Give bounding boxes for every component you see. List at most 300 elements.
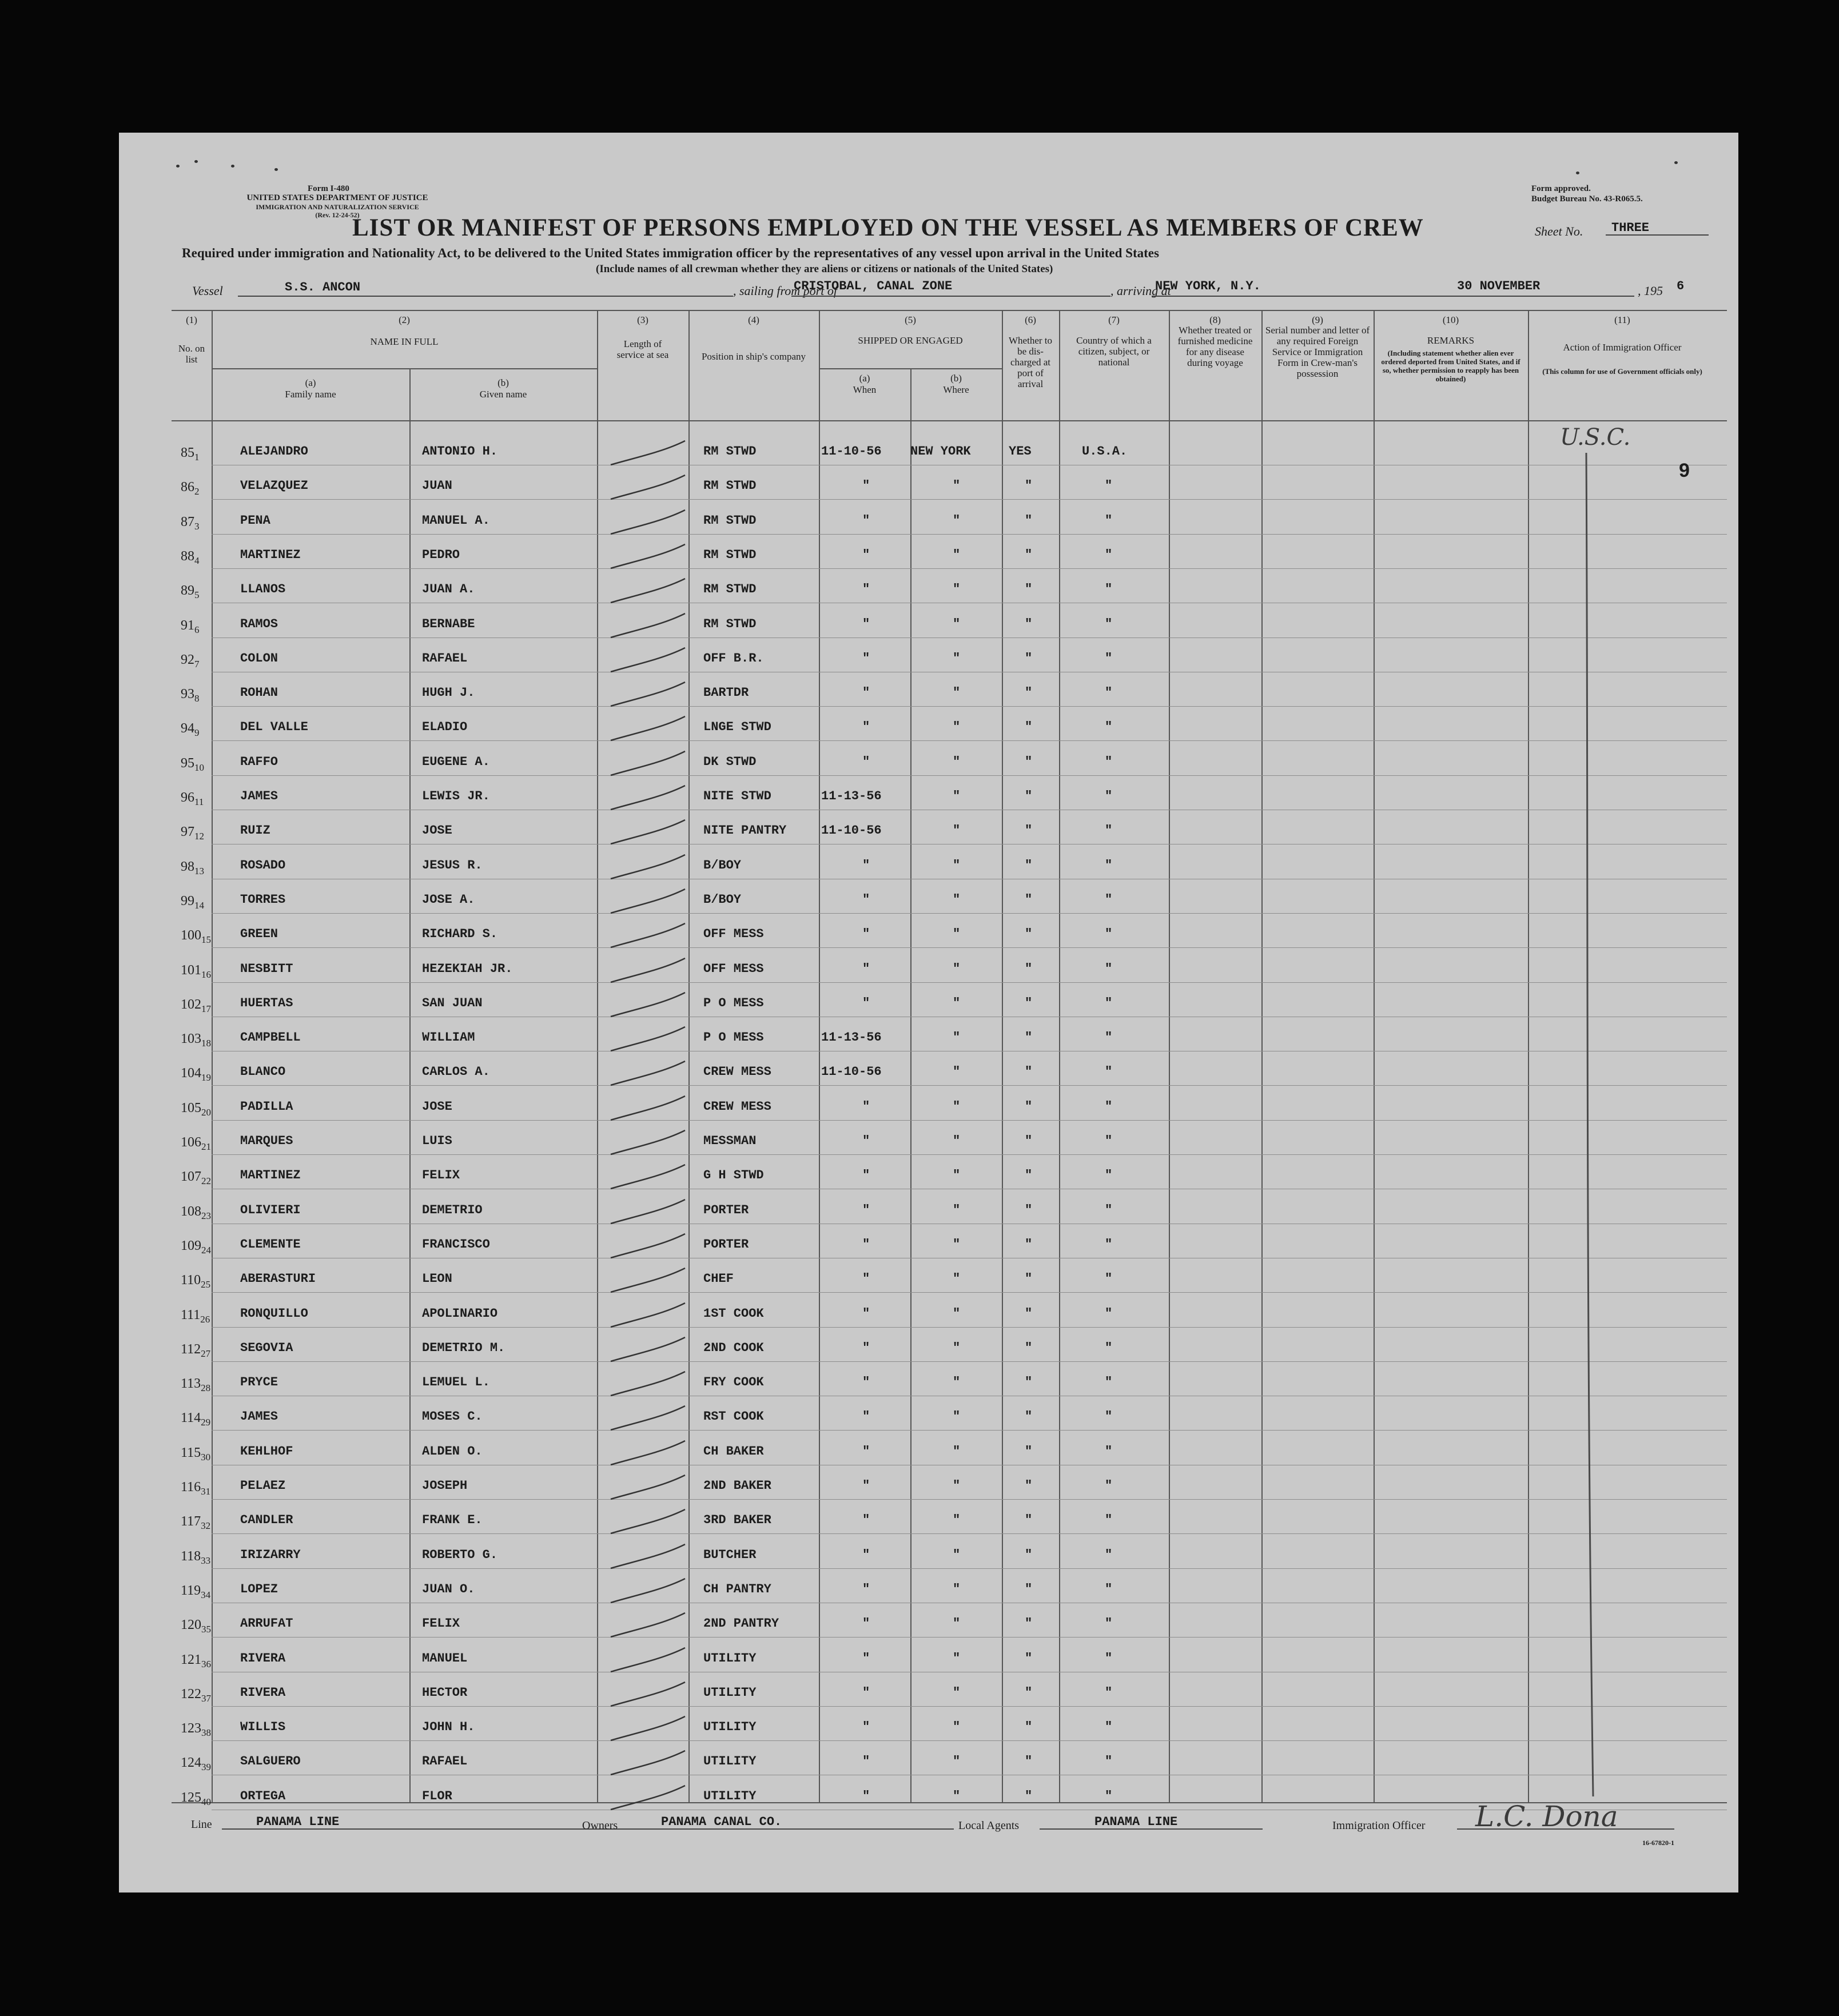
cell-when: " — [862, 1168, 870, 1182]
owners-label: Owners — [582, 1819, 618, 1832]
cell-family: OLIVIERI — [240, 1203, 301, 1217]
row-rule — [212, 1292, 1727, 1293]
cell-given: JOHN H. — [422, 1720, 475, 1734]
officer-underline — [1457, 1828, 1674, 1830]
cell-given: RAFAEL — [422, 1754, 468, 1768]
handwritten-number: 123 — [181, 1721, 201, 1736]
cell-discharge: " — [1025, 548, 1033, 562]
service-slash-mark — [599, 887, 691, 921]
col8-num: (8) — [1209, 314, 1221, 325]
handwritten-number: 109 — [181, 1238, 201, 1253]
cell-position: 2ND PANTRY — [703, 1616, 779, 1631]
line-number: 36 — [201, 1659, 211, 1670]
row-rule — [212, 982, 1727, 983]
col10-header: REMARKS — [1427, 335, 1475, 346]
list-number — [181, 652, 200, 670]
name-subheader-line — [212, 368, 597, 369]
handwritten-number: 114 — [181, 1411, 201, 1425]
cell-country: " — [1105, 513, 1113, 528]
cell-given: LEMUEL L. — [422, 1375, 490, 1389]
cell-family: PENA — [240, 513, 270, 528]
cell-discharge: " — [1025, 789, 1033, 803]
col4-num: (4) — [748, 314, 759, 325]
cell-country: " — [1105, 686, 1113, 700]
scan-speck — [1674, 161, 1678, 164]
line-number: 15 — [201, 934, 211, 945]
cell-where: " — [953, 1548, 961, 1562]
handwritten-number: 94 — [181, 721, 194, 736]
agents-label: Local Agents — [958, 1819, 1020, 1832]
revision-date: (Rev. 12-24-52) — [315, 211, 360, 219]
line-number: 27 — [201, 1348, 211, 1359]
cell-when: " — [862, 1686, 870, 1700]
service-slash-mark — [599, 1059, 691, 1093]
handwritten-number: 91 — [181, 618, 194, 633]
list-number — [181, 480, 200, 497]
service-slash-mark — [599, 1404, 691, 1438]
cell-family: NESBITT — [240, 962, 293, 976]
cell-when: " — [862, 755, 870, 769]
col11-subheader: (This column for use of Government officials only) — [1542, 367, 1702, 376]
cell-when: 11-10-56 — [821, 823, 882, 838]
cell-country: " — [1105, 755, 1113, 769]
cell-position: RM STWD — [703, 548, 757, 562]
list-number — [181, 721, 200, 739]
cell-given: FLOR — [422, 1789, 452, 1803]
list-number — [181, 1514, 210, 1532]
line-value: PANAMA LINE — [256, 1815, 340, 1829]
service-slash-mark — [599, 1507, 691, 1541]
cell-when: " — [862, 893, 870, 907]
list-number — [181, 515, 200, 532]
agents-underline — [1040, 1828, 1263, 1830]
cell-given: JESUS R. — [422, 858, 483, 872]
cell-when: " — [862, 1203, 870, 1217]
service-slash-mark — [599, 1025, 691, 1059]
col10-num: (10) — [1442, 314, 1459, 325]
cell-position: RM STWD — [703, 479, 757, 493]
cell-family: LLANOS — [240, 582, 286, 596]
cell-when: " — [862, 686, 870, 700]
cell-given: LEON — [422, 1272, 452, 1286]
handwritten-number: 102 — [181, 997, 201, 1012]
service-slash-mark — [599, 1714, 691, 1748]
list-number — [181, 1376, 210, 1394]
cell-discharge: " — [1025, 1341, 1033, 1355]
cell-given: LEWIS JR. — [422, 789, 490, 803]
service-slash-mark — [599, 1748, 691, 1783]
cell-position: PORTER — [703, 1237, 749, 1252]
cell-given: FELIX — [422, 1168, 460, 1182]
cell-position: RM STWD — [703, 582, 757, 596]
list-number — [181, 1790, 211, 1808]
col6-num: (6) — [1025, 314, 1036, 325]
cell-discharge: " — [1025, 582, 1033, 596]
cell-country: " — [1105, 479, 1113, 493]
list-number — [181, 894, 204, 911]
cell-position: CH BAKER — [703, 1444, 764, 1459]
cell-where: " — [953, 582, 961, 596]
scan-speck — [176, 165, 180, 168]
line-number: 34 — [201, 1589, 211, 1600]
col2a-header: Family name — [285, 389, 336, 400]
cell-where: " — [953, 789, 961, 803]
col-divider — [1002, 311, 1003, 1803]
cell-when: " — [862, 1513, 870, 1527]
cell-country: " — [1105, 823, 1113, 838]
list-number — [181, 859, 204, 877]
handwritten-number: 87 — [181, 515, 194, 529]
line-number: 19 — [201, 1072, 211, 1083]
line-number: 6 — [194, 624, 200, 635]
line-number: 3 — [194, 521, 200, 532]
line-number: 14 — [194, 900, 204, 911]
scan-speck — [231, 165, 234, 168]
handwritten-number: 99 — [181, 894, 194, 909]
list-number — [181, 790, 204, 808]
cell-given: DEMETRIO M. — [422, 1341, 505, 1355]
cell-country: " — [1105, 1030, 1113, 1045]
handwritten-number: 95 — [181, 756, 194, 771]
cell-country: " — [1105, 1513, 1113, 1527]
cell-discharge: " — [1025, 1203, 1033, 1217]
cell-position: RST COOK — [703, 1409, 764, 1424]
cell-given: FELIX — [422, 1616, 460, 1631]
cell-country: " — [1105, 1720, 1113, 1734]
cell-country: " — [1105, 548, 1113, 562]
cell-where: " — [953, 548, 961, 562]
service-slash-mark — [599, 1473, 691, 1507]
list-number — [181, 1342, 210, 1360]
list-number — [181, 549, 200, 567]
list-number — [181, 824, 204, 842]
list-number — [181, 1308, 210, 1325]
service-slash-mark — [599, 1680, 691, 1714]
cell-when: " — [862, 651, 870, 666]
handwritten-number: 115 — [181, 1445, 201, 1460]
list-number — [181, 1755, 211, 1773]
cell-when: " — [862, 582, 870, 596]
cell-country: " — [1105, 789, 1113, 803]
header-bottom-border — [172, 420, 1727, 421]
cell-country: " — [1105, 1789, 1113, 1803]
cell-discharge: " — [1025, 927, 1033, 941]
cell-discharge: " — [1025, 1065, 1033, 1079]
cell-position: PORTER — [703, 1203, 749, 1217]
list-number — [181, 1445, 210, 1463]
service-slash-mark — [599, 473, 691, 507]
col2b-num: (b) — [497, 377, 509, 388]
line-number: 32 — [201, 1520, 211, 1531]
cell-where: " — [953, 1272, 961, 1286]
cell-family: RAFFO — [240, 755, 278, 769]
cell-given: HUGH J. — [422, 686, 475, 700]
service-slash-mark — [599, 1576, 691, 1611]
cell-when: " — [862, 1720, 870, 1734]
list-number — [181, 1721, 211, 1739]
cell-discharge: " — [1025, 962, 1033, 976]
service-slash-mark — [599, 1301, 691, 1335]
cell-given: HEZEKIAH JR. — [422, 962, 513, 976]
cell-family: IRIZARRY — [240, 1548, 301, 1562]
cell-discharge: " — [1025, 1686, 1033, 1700]
cell-family: PELAEZ — [240, 1479, 286, 1493]
service-slash-mark — [599, 1197, 691, 1232]
cell-when: " — [862, 1582, 870, 1596]
cell-where: " — [953, 1720, 961, 1734]
col-divider — [819, 311, 820, 1803]
cell-given: MANUEL A. — [422, 513, 490, 528]
cell-when: " — [862, 513, 870, 528]
year-suffix: 6 — [1677, 279, 1685, 293]
col2a-num: (a) — [305, 377, 316, 388]
cell-position: P O MESS — [703, 996, 764, 1010]
service-slash-mark — [599, 576, 691, 611]
cell-position: FRY COOK — [703, 1375, 764, 1389]
service-slash-mark — [599, 439, 691, 473]
handwritten-number: 122 — [181, 1687, 201, 1702]
service-slash-mark — [599, 508, 691, 542]
cell-discharge: " — [1025, 1237, 1033, 1252]
include-note: (Include names of all crewman whether they are aliens or citizens or nationals of the United States) — [596, 263, 1053, 275]
line-number: 11 — [194, 796, 204, 807]
line-number: 5 — [194, 589, 200, 600]
cell-discharge: " — [1025, 479, 1033, 493]
row-rule — [212, 1568, 1727, 1569]
cell-family: ORTEGA — [240, 1789, 286, 1803]
cell-country: U.S.A. — [1082, 444, 1128, 459]
cell-given: MOSES C. — [422, 1409, 483, 1424]
list-number — [181, 618, 200, 636]
cell-discharge: " — [1025, 893, 1033, 907]
year-prefix: , 195 — [1638, 284, 1663, 298]
handwritten-number: 120 — [181, 1617, 201, 1632]
handwritten-number: 125 — [181, 1790, 201, 1805]
col5-num: (5) — [905, 314, 916, 325]
cell-family: MARTINEZ — [240, 1168, 301, 1182]
list-number — [181, 445, 200, 463]
line-number: 39 — [201, 1762, 211, 1772]
line-number: 37 — [201, 1693, 211, 1704]
handwritten-number: 86 — [181, 480, 194, 495]
cell-where: " — [953, 686, 961, 700]
list-number — [181, 1238, 211, 1256]
cell-discharge: " — [1025, 1444, 1033, 1459]
cell-country: " — [1105, 1099, 1113, 1114]
cell-position: OFF MESS — [703, 927, 764, 941]
cell-when: 11-13-56 — [821, 1030, 882, 1045]
col-divider — [597, 311, 598, 1803]
cell-given: RICHARD S. — [422, 927, 498, 941]
officer-pencil-line — [1583, 453, 1606, 1802]
cell-position: RM STWD — [703, 513, 757, 528]
owners-underline — [634, 1828, 954, 1830]
budget-bureau: Budget Bureau No. 43-R065.5. — [1531, 194, 1643, 204]
row-rule — [212, 1533, 1727, 1534]
service-slash-mark — [599, 1094, 691, 1128]
scan-speck — [194, 160, 198, 163]
list-number — [181, 1273, 210, 1290]
cell-position: NITE PANTRY — [703, 823, 787, 838]
cell-when: " — [862, 1409, 870, 1424]
col6-header: Whether to be dis-charged at port of arrival — [1009, 335, 1052, 389]
vessel-name: S.S. ANCON — [285, 280, 361, 294]
service-slash-mark — [599, 1369, 691, 1404]
cell-position: BARTDR — [703, 686, 749, 700]
list-number — [181, 1066, 211, 1083]
col11-header: Action of Immigration Officer — [1563, 342, 1682, 353]
arriving-label: , arriving at — [1110, 284, 1171, 298]
handwritten-number: 88 — [181, 549, 194, 564]
service-slash-mark — [599, 1162, 691, 1197]
list-number — [181, 1135, 211, 1153]
line-number: 29 — [201, 1417, 211, 1428]
cell-family: BLANCO — [240, 1065, 286, 1079]
list-number — [181, 1583, 210, 1601]
cell-given: ROBERTO G. — [422, 1548, 498, 1562]
cell-position: P O MESS — [703, 1030, 764, 1045]
handwritten-number: 116 — [181, 1480, 201, 1495]
cell-where: " — [953, 1754, 961, 1768]
cell-where: " — [953, 1479, 961, 1493]
cell-family: PRYCE — [240, 1375, 278, 1389]
cell-when: " — [862, 1479, 870, 1493]
cell-where: " — [953, 858, 961, 872]
cell-where: NEW YORK — [910, 444, 971, 459]
cell-family: ROSADO — [240, 858, 286, 872]
arriving-port: NEW YORK, N.Y. — [1155, 279, 1261, 293]
officer-label: Immigration Officer — [1332, 1819, 1426, 1832]
cell-when: " — [862, 1134, 870, 1148]
cell-given: JOSEPH — [422, 1479, 468, 1493]
line-number: 17 — [201, 1003, 211, 1014]
cell-family: TORRES — [240, 893, 286, 907]
row-rule — [212, 1327, 1727, 1328]
cell-where: " — [953, 479, 961, 493]
cell-family: ARRUFAT — [240, 1616, 293, 1631]
service-slash-mark — [599, 956, 691, 990]
list-number — [181, 1480, 210, 1497]
cell-given: WILLIAM — [422, 1030, 475, 1045]
handwritten-number: 98 — [181, 859, 194, 874]
col-divider — [1261, 311, 1263, 1803]
cell-country: " — [1105, 1134, 1113, 1148]
officer-signature: L.C. Dona — [1475, 1800, 1618, 1833]
cell-discharge: YES — [1009, 444, 1032, 459]
row-rule — [212, 740, 1727, 741]
service-slash-mark — [599, 1335, 691, 1369]
cell-family: CANDLER — [240, 1513, 293, 1527]
handwritten-number: 110 — [181, 1273, 201, 1288]
cell-given: PEDRO — [422, 548, 460, 562]
service-name: IMMIGRATION AND NATURALIZATION SERVICE — [256, 203, 419, 211]
cell-when: " — [862, 1375, 870, 1389]
cell-discharge: " — [1025, 1513, 1033, 1527]
list-number — [181, 756, 204, 774]
line-number: 38 — [201, 1727, 211, 1738]
arrival-date: 30 NOVEMBER — [1457, 279, 1541, 293]
cell-given: SAN JUAN — [422, 996, 483, 1010]
vessel-label: Vessel — [192, 284, 223, 298]
list-number — [181, 1549, 210, 1567]
cell-family: LOPEZ — [240, 1582, 278, 1596]
requirement-text: Required under immigration and Nationality Act, to be delivered to the United States immigration officer by the representatives of any vessel upon arrival in the United States — [182, 246, 1159, 260]
arriving-underline — [1152, 296, 1428, 297]
cell-family: GREEN — [240, 927, 278, 941]
col3-header: Length of service at sea — [616, 338, 669, 360]
cell-position: OFF B.R. — [703, 651, 764, 666]
cell-when: " — [862, 1444, 870, 1459]
cell-position: UTILITY — [703, 1789, 757, 1803]
handwritten-number: 121 — [181, 1652, 201, 1667]
handwritten-number: 105 — [181, 1101, 201, 1115]
cell-where: " — [953, 1789, 961, 1803]
cell-country: " — [1105, 1582, 1113, 1596]
cell-when: " — [862, 1272, 870, 1286]
col2-header: NAME IN FULL — [370, 336, 439, 347]
cell-family: DEL VALLE — [240, 720, 308, 734]
cell-family: KEHLHOF — [240, 1444, 293, 1459]
cell-country: " — [1105, 1686, 1113, 1700]
cell-family: RONQUILLO — [240, 1306, 308, 1321]
cell-discharge: " — [1025, 1582, 1033, 1596]
service-slash-mark — [599, 611, 691, 646]
cell-country: " — [1105, 927, 1113, 941]
cell-position: CH PANTRY — [703, 1582, 771, 1596]
list-number — [181, 928, 211, 946]
form-number: Form I-480 — [308, 184, 349, 193]
cell-where: " — [953, 1616, 961, 1631]
line-number: 10 — [194, 762, 204, 773]
cell-family: RUIZ — [240, 823, 270, 838]
service-slash-mark — [599, 1439, 691, 1473]
line-number: 40 — [201, 1796, 211, 1807]
cell-when: " — [862, 548, 870, 562]
cell-where: " — [953, 720, 961, 734]
cell-when: " — [862, 962, 870, 976]
cell-discharge: " — [1025, 1099, 1033, 1114]
handwritten-number: 85 — [181, 445, 194, 460]
cell-where: " — [953, 1134, 961, 1148]
col4-header: Position in ship's company — [701, 351, 806, 362]
service-slash-mark — [599, 1232, 691, 1266]
cell-when: 11-13-56 — [821, 789, 882, 803]
manifest-sheet — [119, 133, 1738, 1893]
col8-header: Whether treated or furnished medicine for any disease during voyage — [1177, 325, 1253, 368]
cell-position: CHEF — [703, 1272, 734, 1286]
cell-country: " — [1105, 1444, 1113, 1459]
col2-num: (2) — [399, 314, 410, 325]
cell-country: " — [1105, 1548, 1113, 1562]
cell-given: JUAN — [422, 479, 452, 493]
cell-country: " — [1105, 1409, 1113, 1424]
line-number: 22 — [201, 1176, 211, 1186]
cell-given: EUGENE A. — [422, 755, 490, 769]
table-top-border — [172, 310, 1727, 311]
col-divider — [1528, 311, 1529, 1803]
col5b-header: Where — [943, 384, 969, 395]
service-slash-mark — [599, 680, 691, 714]
line-number: 2 — [194, 486, 200, 497]
cell-where: " — [953, 755, 961, 769]
service-slash-mark — [599, 1646, 691, 1680]
form-approved: Form approved. — [1531, 184, 1591, 193]
service-slash-mark — [599, 921, 691, 955]
cell-family: JAMES — [240, 789, 278, 803]
cell-family: SEGOVIA — [240, 1341, 293, 1355]
service-slash-mark — [599, 542, 691, 576]
col9-num: (9) — [1312, 314, 1323, 325]
